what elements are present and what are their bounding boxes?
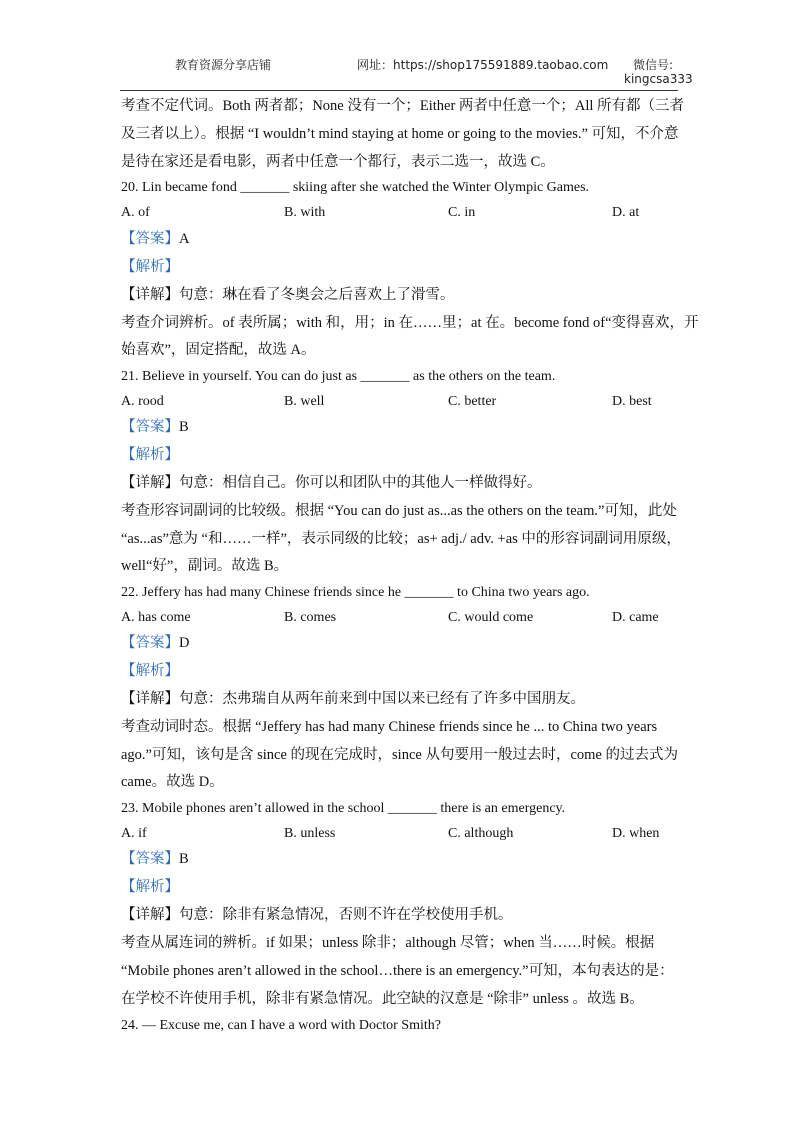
- detail-tag: 【详解】: [121, 287, 179, 303]
- q22-option-d: D. came: [612, 610, 659, 625]
- q23-option-c: C. although: [448, 826, 514, 841]
- wechat-label: 微信号:: [633, 58, 674, 72]
- q21-option-c: C. better: [448, 394, 497, 409]
- q23-answer: [121, 849, 189, 869]
- q22-explain-line1: 考查动词时态。根据 “Jeffery has had many Chinese friends since he ... to China two years: [121, 719, 658, 735]
- q22-explain-line3: came。故选 D。: [121, 774, 224, 790]
- q21-explain-line1: 考查形容词副词的比较级。根据 “You can do just as...as the others on the team.”可知，此处: [121, 503, 677, 519]
- q20-option-b: B. with: [284, 205, 326, 220]
- header-divider: [120, 90, 678, 91]
- q23-detail: [121, 905, 513, 925]
- detail-tag: 【详解】: [121, 475, 179, 491]
- q22-option-c: C. would come: [448, 610, 534, 625]
- q23-option-d: D. when: [612, 826, 660, 841]
- q20-question: 20. Lin became fond _______ skiing after she watched the Winter Olympic Games.: [121, 180, 590, 195]
- q21-analysis-tag: 【解析】: [121, 447, 179, 463]
- q22-question: 22. Jeffery has had many Chinese friends since he _______ to China two years ago.: [121, 585, 590, 600]
- q21-option-d: D. best: [612, 394, 652, 409]
- answer-tag: 【答案】: [121, 419, 179, 435]
- q20-option-a: A. of: [121, 205, 150, 220]
- q23-option-b: B. unless: [284, 826, 336, 841]
- wechat-id: kingcsa333: [624, 72, 693, 86]
- answer-value: B: [179, 419, 189, 435]
- q23-analysis-tag: 【解析】: [121, 879, 179, 895]
- website-label: 网址：: [357, 58, 394, 72]
- q21-option-a: A. rood: [121, 394, 164, 409]
- answer-value: D: [179, 635, 190, 651]
- q23-explain-line2: “Mobile phones aren’t allowed in the school…there is an emergency.”可知，本句表达的是：: [121, 963, 674, 979]
- q22-option-a: A. has come: [121, 610, 191, 625]
- answer-value: B: [179, 851, 189, 867]
- detail-tag: 【详解】: [121, 691, 179, 707]
- answer-tag: 【答案】: [121, 635, 179, 651]
- q20-answer: [121, 229, 189, 249]
- q20-explain-line1: 考查介词辨析。of 表所属；with 和，用；in 在……里；at 在。become fond of“变得喜欢，开: [121, 315, 699, 331]
- q20-detail: [121, 285, 455, 305]
- q21-explain-line3: well“好”，副词。故选 B。: [121, 558, 289, 574]
- shop-name: 教育资源分享店铺: [175, 58, 272, 72]
- q22-analysis-tag: 【解析】: [121, 663, 179, 679]
- q23-question: 23. Mobile phones aren’t allowed in the school _______ there is an emergency.: [121, 801, 566, 816]
- answer-value: A: [179, 231, 190, 247]
- answer-tag: 【答案】: [121, 851, 179, 867]
- q21-answer: [121, 417, 189, 437]
- detail-tag: 【详解】: [121, 907, 179, 923]
- q23-explain-line3: 在学校不许使用手机，除非有紧急情况。此空缺的汉意是 “除非” unless 。故选 B。: [121, 991, 644, 1007]
- q20-analysis-tag: 【解析】: [121, 259, 179, 275]
- q23-explain-line1: 考查从属连词的辨析。if 如果；unless 除非；although 尽管；when 当……时候。根据: [121, 935, 655, 951]
- q22-option-b: B. comes: [284, 610, 337, 625]
- q24-question: 24. — Excuse me, can I have a word with Doctor Smith?: [121, 1018, 441, 1033]
- q19-explain-line3: 是待在家还是看电影，两者中任意一个都行，表示二选一，故选 C。: [121, 154, 555, 170]
- q20-option-d: D. at: [612, 205, 640, 220]
- q22-explain-line2: ago.”可知，该句是含 since 的现在完成时，since 从句要用一般过去时，come 的过去式为: [121, 747, 678, 763]
- answer-tag: 【答案】: [121, 231, 179, 247]
- q21-detail: [121, 473, 542, 493]
- website-url: https://shop175591889.taobao.com: [393, 58, 609, 72]
- q22-answer: [121, 633, 189, 653]
- detail-text: 句意：杰弗瑞自从两年前来到中国以来已经有了许多中国朋友。: [179, 691, 585, 707]
- q19-explain-line2: 及三者以上）。根据 “I wouldn’t mind staying at home or going to the movies.” 可知，不介意: [121, 126, 679, 142]
- q21-question: 21. Believe in yourself. You can do just as _______ as the others on the team.: [121, 369, 556, 384]
- q20-option-c: C. in: [448, 205, 476, 220]
- q21-option-b: B. well: [284, 394, 325, 409]
- q21-explain-line2: “as...as”意为 “和……一样”，表示同级的比较；as+ adj./ adv. +as 中的形容词副词用原级，: [121, 531, 681, 547]
- q22-detail: [121, 689, 585, 709]
- q23-option-a: A. if: [121, 826, 147, 841]
- q19-explain-line1: 考查不定代词。Both 两者都；None 没有一个；Either 两者中任意一个；All 所有都（三者: [121, 98, 685, 114]
- q20-explain-line2: 始喜欢”，固定搭配，故选 A。: [121, 342, 316, 358]
- detail-text: 句意：除非有紧急情况，否则不许在学校使用手机。: [179, 907, 513, 923]
- detail-text: 句意：琳在看了冬奥会之后喜欢上了滑雪。: [179, 287, 455, 303]
- website: [357, 56, 608, 73]
- detail-text: 句意：相信自己。你可以和团队中的其他人一样做得好。: [179, 475, 542, 491]
